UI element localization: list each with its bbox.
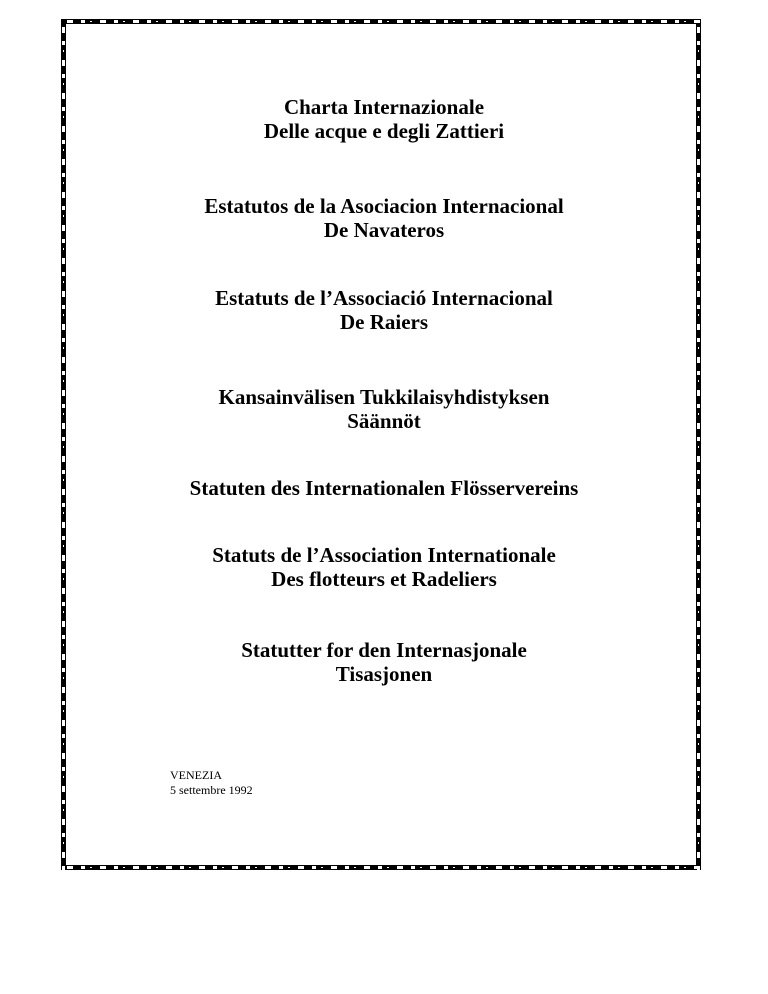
- title-line: Charta Internazionale: [283, 95, 485, 119]
- title-finnish: [0, 385, 768, 433]
- title-line: Des flotteurs et Radeliers: [271, 567, 497, 591]
- title-german: [0, 476, 768, 500]
- title-line: Kansainvälisen Tukkilaisyhdistyksen: [218, 385, 550, 409]
- title-italian: [0, 95, 768, 143]
- decorative-border-pattern: [61, 19, 701, 870]
- footer-date: 5 settembre 1992: [170, 783, 253, 797]
- title-line: Säännöt: [347, 409, 421, 433]
- title-line: De Navateros: [323, 218, 445, 242]
- decorative-border: [61, 19, 701, 870]
- title-spanish: [0, 194, 768, 242]
- title-line: Delle acque e degli Zattieri: [263, 119, 505, 143]
- title-line: Statuts de l’Association Internationale: [212, 543, 556, 567]
- title-line: De Raiers: [339, 310, 429, 334]
- title-catalan: [0, 286, 768, 334]
- title-line: Estatuts de l’Associació Internacional: [215, 286, 553, 310]
- title-line: Tisasjonen: [335, 662, 433, 686]
- footer: [170, 768, 253, 798]
- title-french: [0, 543, 768, 591]
- footer-place: VENEZIA: [170, 768, 222, 782]
- title-line: Estatutos de la Asociacion Internacional: [204, 194, 564, 218]
- title-line: Statutter for den Internasjonale: [241, 638, 527, 662]
- title-norwegian: [0, 638, 768, 686]
- title-line: Statuten des Internationalen Flösservereins: [189, 476, 579, 500]
